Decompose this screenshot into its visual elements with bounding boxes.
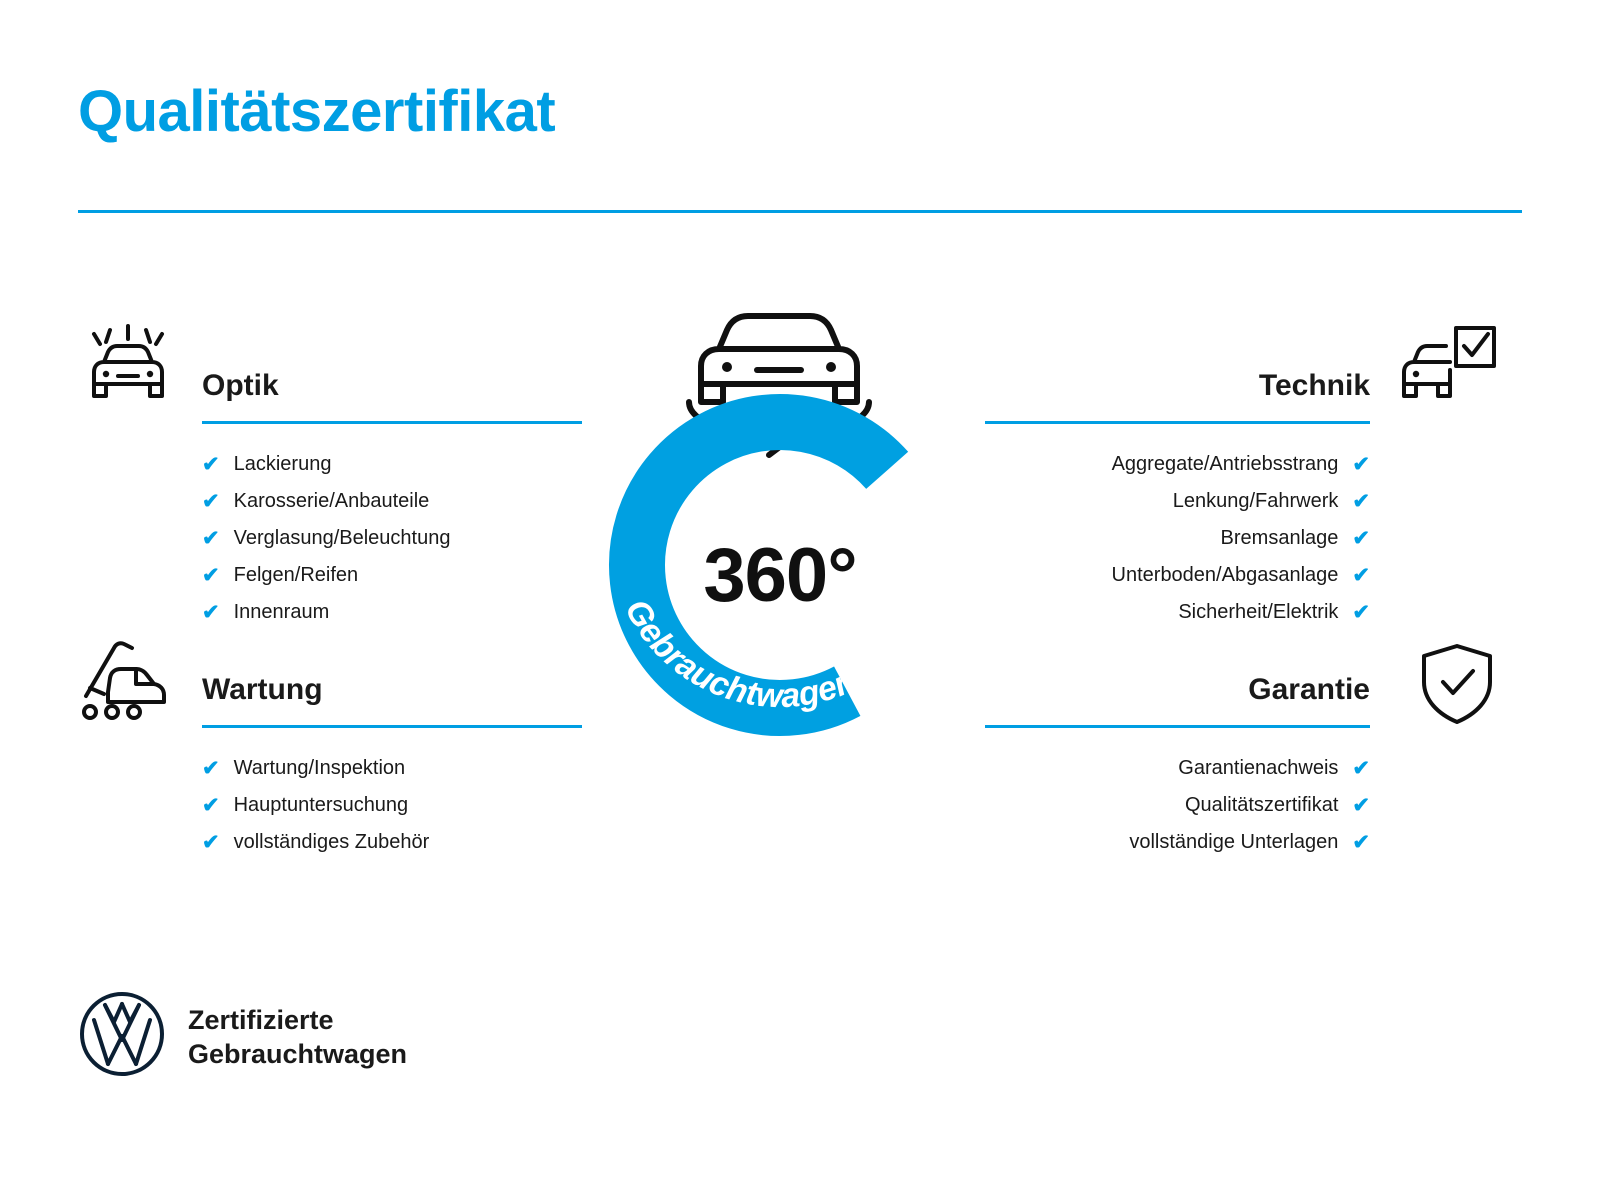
title-divider — [78, 210, 1522, 213]
list-item-label: Qualitätszertifikat — [1185, 794, 1339, 816]
section-technik-title: Technik — [1258, 369, 1370, 402]
list-item — [985, 483, 1370, 520]
section-optik-list — [202, 446, 582, 631]
section-garantie-header — [985, 672, 1370, 728]
section-technik-header — [985, 368, 1370, 424]
section-garantie-divider — [985, 725, 1370, 728]
list-item-label: Garantienachweis — [1178, 757, 1339, 779]
list-item-label: Hauptuntersuchung — [233, 794, 409, 816]
section-garantie-list — [985, 750, 1370, 861]
list-item — [202, 594, 582, 631]
footer-line-1: Zertifizierte — [188, 1004, 334, 1035]
footer-text — [188, 1003, 407, 1071]
list-item — [202, 520, 582, 557]
check-icon: ✔ — [202, 757, 220, 780]
check-icon: ✔ — [202, 564, 220, 587]
section-garantie — [985, 672, 1370, 861]
car-polish-icon — [74, 322, 178, 427]
footer-line-2: Gebrauchtwagen — [188, 1038, 408, 1069]
list-item — [985, 557, 1370, 594]
list-item-label: vollständiges Zubehör — [233, 831, 430, 853]
check-icon: ✔ — [202, 831, 220, 854]
list-item-label: Lackierung — [233, 453, 332, 475]
list-item-label: Karosserie/Anbauteile — [233, 490, 430, 512]
list-item — [985, 594, 1370, 631]
list-item — [202, 824, 582, 861]
list-item — [985, 520, 1370, 557]
section-wartung-title: Wartung — [202, 673, 323, 706]
car-checklist-icon — [1398, 322, 1502, 427]
section-wartung — [202, 672, 582, 861]
check-icon: ✔ — [1352, 527, 1370, 550]
section-wartung-list — [202, 750, 582, 861]
check-icon: ✔ — [202, 490, 220, 513]
list-item-label: Unterboden/Abgasanlage — [1111, 564, 1339, 586]
check-icon: ✔ — [1352, 831, 1370, 854]
check-icon: ✔ — [202, 453, 220, 476]
section-optik-header — [202, 368, 582, 424]
gebrauchtwagen-check-badge — [565, 300, 995, 770]
check-icon: ✔ — [1352, 794, 1370, 817]
list-item-label: Verglasung/Beleuchtung — [233, 527, 451, 549]
list-item — [202, 557, 582, 594]
section-technik — [985, 368, 1370, 631]
check-icon: ✔ — [202, 794, 220, 817]
section-wartung-header — [202, 672, 582, 728]
list-item — [985, 824, 1370, 861]
badge-arc-label: Gebrauchtwagen-Check — [617, 593, 943, 716]
list-item-label: Felgen/Reifen — [233, 564, 359, 586]
list-item-label: vollständige Unterlagen — [1129, 831, 1339, 853]
section-wartung-divider — [202, 725, 582, 728]
footer — [78, 990, 407, 1083]
check-icon: ✔ — [202, 601, 220, 624]
section-optik — [202, 368, 582, 631]
list-item — [202, 750, 582, 787]
check-icon: ✔ — [1352, 564, 1370, 587]
badge-center-label: 360° — [703, 533, 857, 618]
list-item-label: Sicherheit/Elektrik — [1178, 601, 1339, 623]
list-item — [985, 750, 1370, 787]
section-technik-list — [985, 446, 1370, 631]
list-item — [985, 446, 1370, 483]
vw-logo-icon — [78, 990, 166, 1083]
list-item — [202, 446, 582, 483]
list-item-label: Aggregate/Antriebsstrang — [1111, 453, 1339, 475]
check-icon: ✔ — [1352, 490, 1370, 513]
section-optik-divider — [202, 421, 582, 424]
check-icon: ✔ — [1352, 757, 1370, 780]
list-item-label: Bremsanlage — [1220, 527, 1339, 549]
section-technik-divider — [985, 421, 1370, 424]
list-item-label: Lenkung/Fahrwerk — [1172, 490, 1339, 512]
check-icon: ✔ — [1352, 453, 1370, 476]
list-item — [985, 787, 1370, 824]
shield-check-icon — [1412, 638, 1502, 733]
check-icon: ✔ — [1352, 601, 1370, 624]
section-optik-title: Optik — [202, 369, 279, 402]
list-item — [202, 483, 582, 520]
section-garantie-title: Garantie — [1248, 673, 1370, 706]
list-item-label: Wartung/Inspektion — [233, 757, 406, 779]
check-icon: ✔ — [202, 527, 220, 550]
list-item — [202, 787, 582, 824]
page-title: Qualitätszertifikat — [78, 79, 556, 144]
list-item-label: Innenraum — [233, 601, 330, 623]
car-lift-icon — [74, 630, 178, 735]
